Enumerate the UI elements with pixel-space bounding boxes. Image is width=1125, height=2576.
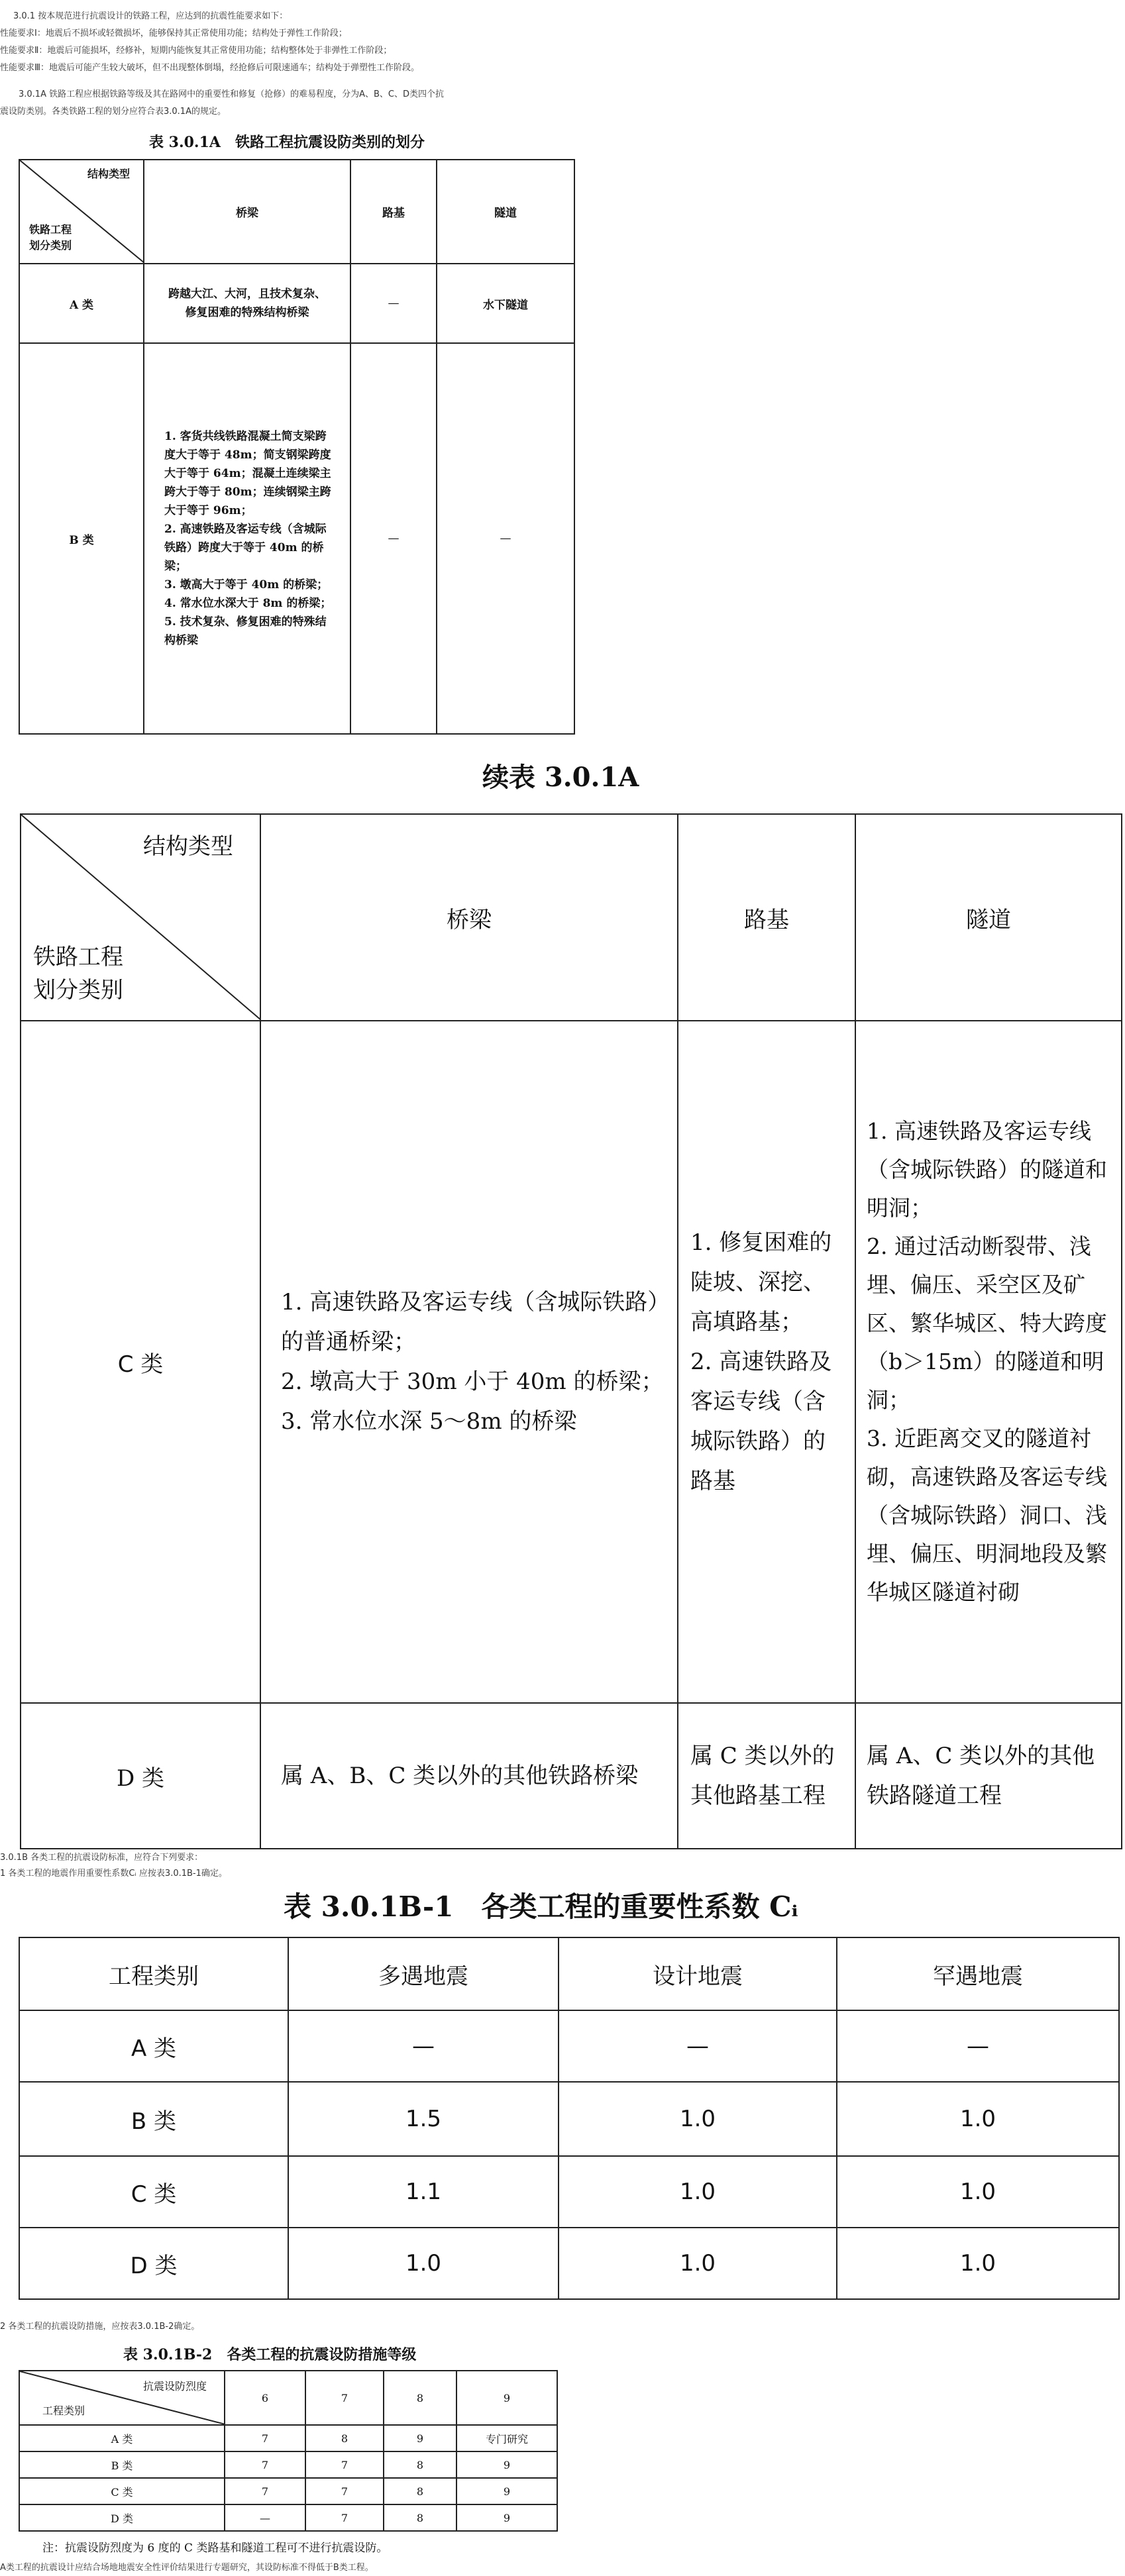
cell-value: 7 <box>225 2451 305 2478</box>
intro-line-5: 3.0.1A 铁路工程应根据铁路等级及其在路网中的重要性和修复（抢修）的难易程度，分为A、B、C、D类四个抗 <box>19 89 445 99</box>
cell-value: 8 <box>305 2425 384 2451</box>
cell-value: 8 <box>384 2504 456 2531</box>
col-tunnel: 隧道 <box>855 814 1122 1021</box>
footer-text: A类工程的抗震设计应结合场地地震安全性评价结果进行专题研究，其设防标准不得低于B类工程。 <box>0 2563 374 2573</box>
table-b2-caption: 表 3.0.1B-2 各类工程的抗震设防措施等级 <box>123 2346 417 2363</box>
col-subgrade: 路基 <box>678 814 855 1021</box>
table-row <box>19 2451 557 2478</box>
cell-bridge: 1. 客货共线铁路混凝土简支梁跨度大于等于 48m；简支钢梁跨度大于等于 64m；混凝土连续梁主跨大于等于 80m；连续钢梁主跨大于等于 96m； 2. 高速铁路及客运专线（含城际铁路）跨度大于等于 40m 的桥梁； 3. 墩高大于等于 40m 的桥梁； 4. 常水位水深大于 8m 的桥梁； 5. 技术复杂、修复困难的特殊结构桥梁 <box>144 343 350 734</box>
table-a-caption: 表 3.0.1A 铁路工程抗震设防类别的划分 <box>149 134 425 151</box>
header-cell: 多遇地震 <box>288 1937 559 2010</box>
cell-value: 9 <box>456 2451 557 2478</box>
cell-value: 8 <box>384 2451 456 2478</box>
table-b2-diagonal-header <box>19 2371 225 2425</box>
table-b1-header-row <box>19 1937 1119 2010</box>
cell-subgrade: — <box>350 264 437 343</box>
header-intensity-8: 8 <box>384 2371 456 2425</box>
table-a-cont-diagonal-header <box>21 814 260 1021</box>
text-2: 2 各类工程的抗震设防措施，应按表3.0.1B-2确定。 <box>0 2322 200 2332</box>
cell-tunnel: — <box>437 343 574 734</box>
table-row <box>19 2228 1119 2299</box>
cell-tunnel: 1. 高速铁路及客运专线（含城际铁路）的隧道和明洞； 2. 通过活动断裂带、浅埋、偏压、采空区及矿区、繁华城区、特大跨度（b＞15m）的隧道和明洞； 3. 近距离交叉的隧道衬砌，高速铁路及客运专线（含城际铁路）洞口、浅埋、偏压、明洞地段及繁华城区隧道衬砌 <box>855 1021 1122 1703</box>
cell-value: 9 <box>456 2504 557 2531</box>
mid-line-1: 3.0.1B 各类工程的抗震设防标准，应符合下列要求： <box>0 1853 203 1863</box>
table-row <box>19 2478 557 2504</box>
cell-subgrade: 1. 修复困难的陡坡、深挖、高填路基； 2. 高速铁路及客运专线（含城际铁路）的路基 <box>678 1021 855 1703</box>
header-cell: 设计地震 <box>559 1937 837 2010</box>
table-row <box>19 2010 1119 2082</box>
table-a-cont-caption: 续表 3.0.1A <box>482 762 639 793</box>
col-subgrade: 路基 <box>350 160 437 264</box>
col-bridge: 桥梁 <box>260 814 678 1021</box>
table-row <box>19 2082 1119 2156</box>
header-engineering-class: 铁路工程 划分类别 <box>33 944 123 1004</box>
table-row <box>21 1021 1122 1703</box>
table-a-cont <box>20 813 1122 1849</box>
header-structure-type: 结构类型 <box>143 833 233 860</box>
header-intensity-7: 7 <box>305 2371 384 2425</box>
table-a-header-row <box>19 160 574 264</box>
cell-value: 1.0 <box>559 2228 837 2299</box>
table-row <box>21 1703 1122 1849</box>
cell-bridge: 1. 高速铁路及客运专线（含城际铁路）的普通桥梁； 2. 墩高大于 30m 小于 40m 的桥梁； 3. 常水位水深 5～8m 的桥梁 <box>260 1021 678 1703</box>
row-label: D 类 <box>19 2504 225 2531</box>
cell-value: 专门研究 <box>456 2425 557 2451</box>
intro-line-4: 性能要求Ⅲ：地震后可能产生较大破坏，但不出现整体倒塌，经抢修后可限速通车；结构处于弹塑性工作阶段。 <box>0 63 419 73</box>
row-label: A 类 <box>19 2425 225 2451</box>
row-label: A 类 <box>19 264 144 343</box>
header-engineering-class: 工程类别 <box>42 2404 85 2417</box>
row-label: D 类 <box>21 1703 260 1849</box>
header-structure-type: 结构类型 <box>87 168 130 180</box>
mid-line-2: 1 各类工程的地震作用重要性系数Cᵢ 应按表3.0.1B-1确定。 <box>0 1869 227 1879</box>
cell-value: 7 <box>225 2478 305 2504</box>
header-cell: 罕遇地震 <box>837 1937 1119 2010</box>
row-label: D 类 <box>19 2228 288 2299</box>
cell-value: 9 <box>384 2425 456 2451</box>
cell-value: 7 <box>305 2478 384 2504</box>
table-row <box>19 2504 557 2531</box>
cell-value: 1.1 <box>288 2156 559 2228</box>
cell-bridge: 跨越大江、大河，且技术复杂、修复困难的特殊结构桥梁 <box>144 264 350 343</box>
table-b1 <box>19 1937 1120 2300</box>
intro-line-6: 震设防类别。各类铁路工程的划分应符合表3.0.1A的规定。 <box>0 107 226 117</box>
cell-value: 1.5 <box>288 2082 559 2156</box>
header-intensity: 抗震设防烈度 <box>142 2380 207 2393</box>
table-b1-caption: 表 3.0.1B-1 各类工程的重要性系数 Cᵢ <box>284 1890 798 1923</box>
cell-value: 1.0 <box>559 2082 837 2156</box>
table-a <box>19 159 575 735</box>
cell-value: 1.0 <box>837 2228 1119 2299</box>
cell-value: 7 <box>225 2425 305 2451</box>
cell-subgrade: 属 C 类以外的其他路基工程 <box>678 1703 855 1849</box>
header-cell: 工程类别 <box>19 1937 288 2010</box>
cell-bridge: 属 A、B、C 类以外的其他铁路桥梁 <box>260 1703 678 1849</box>
cell-value: — <box>559 2010 837 2082</box>
cell-value: 9 <box>456 2478 557 2504</box>
row-label: C 类 <box>19 2156 288 2228</box>
cell-value: 1.0 <box>288 2228 559 2299</box>
cell-value: 1.0 <box>837 2156 1119 2228</box>
cell-tunnel: 属 A、C 类以外的其他铁路隧道工程 <box>855 1703 1122 1849</box>
col-bridge: 桥梁 <box>144 160 350 264</box>
cell-value: 7 <box>305 2451 384 2478</box>
table-row <box>19 2425 557 2451</box>
col-tunnel: 隧道 <box>437 160 574 264</box>
cell-value: 7 <box>305 2504 384 2531</box>
intro-line-1: 3.0.1 按本规范进行抗震设计的铁路工程，应达到的抗震性能要求如下： <box>13 11 288 21</box>
cell-value: — <box>837 2010 1119 2082</box>
table-b2 <box>19 2370 558 2532</box>
cell-value: 8 <box>384 2478 456 2504</box>
cell-subgrade: — <box>350 343 437 734</box>
table-row <box>19 343 574 734</box>
table-b2-note: 注：抗震设防烈度为 6 度的 C 类路基和隧道工程可不进行抗震设防。 <box>42 2542 388 2555</box>
intro-line-3: 性能要求Ⅱ：地震后可能损坏，经修补，短期内能恢复其正常使用功能；结构整体处于非弹性工作阶段； <box>0 46 392 56</box>
table-a-diagonal-header <box>19 160 144 264</box>
row-label: B 类 <box>19 343 144 734</box>
table-b2-header-row <box>19 2371 557 2425</box>
intro-line-2: 性能要求Ⅰ：地震后不损坏或轻微损坏，能够保持其正常使用功能；结构处于弹性工作阶段； <box>0 28 347 38</box>
cell-value: 1.0 <box>837 2082 1119 2156</box>
table-row <box>19 2156 1119 2228</box>
row-label: C 类 <box>19 2478 225 2504</box>
row-label: B 类 <box>19 2082 288 2156</box>
header-intensity-6: 6 <box>225 2371 305 2425</box>
cell-value: 1.0 <box>559 2156 837 2228</box>
header-engineering-class: 铁路工程 划分类别 <box>29 223 72 252</box>
row-label: B 类 <box>19 2451 225 2478</box>
table-a-cont-header-row <box>21 814 1122 1021</box>
cell-tunnel: 水下隧道 <box>437 264 574 343</box>
cell-value: — <box>225 2504 305 2531</box>
row-label: A 类 <box>19 2010 288 2082</box>
row-label: C 类 <box>21 1021 260 1703</box>
table-row <box>19 264 574 343</box>
cell-value: — <box>288 2010 559 2082</box>
header-intensity-9: 9 <box>456 2371 557 2425</box>
